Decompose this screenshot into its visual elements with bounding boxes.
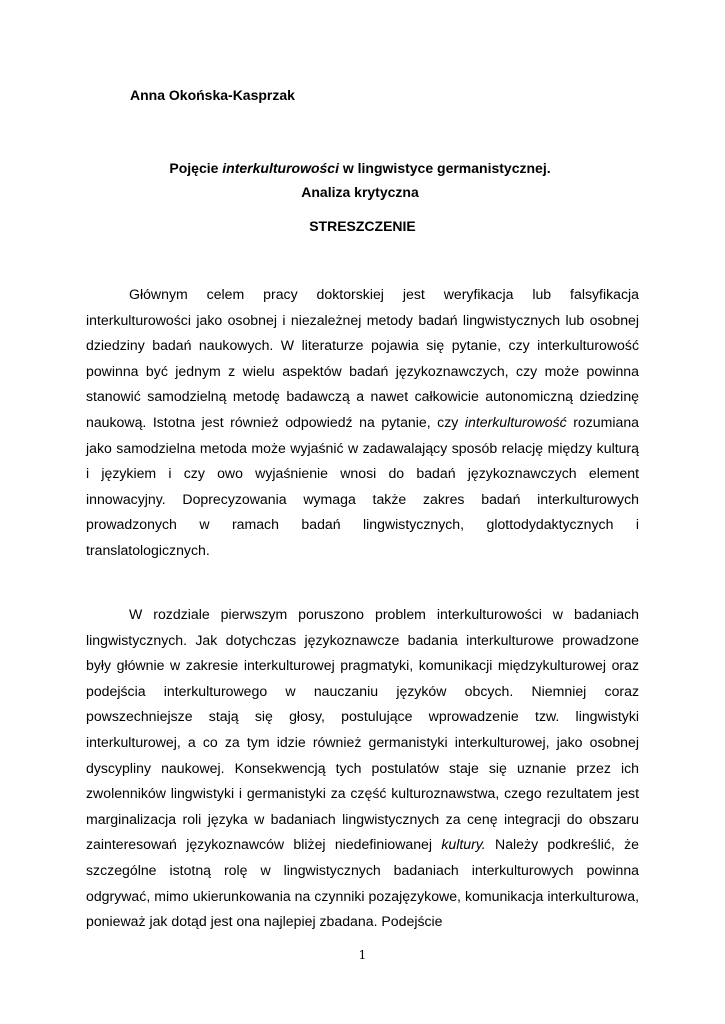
- paragraph-1-text-a: Głównym celem pracy doktorskiej jest weryfikacja lub falsyfikacja interkulturowości jako osobnej i niezależnej metody badań lingwistycznych lub osobnej dziedziny badań naukowych. W literaturze pojawia się pytanie, czy interkulturowość powinna być jednym z wielu aspektów badań językoznawczych, czy może powinna stanowić samodzielną metodę badawczą a nawet całkowicie autonomiczną dziedzinę naukową. Istotna jest również odpowiedź na pytanie, czy: [86, 286, 639, 430]
- title-part2: w lingwistyce germanistycznej. Analiza krytyczna: [301, 160, 551, 200]
- title-part1: Pojęcie: [169, 160, 223, 176]
- paragraph-2-text-b: Należy podkreślić, że szczególne istotną rolę w lingwistycznych badaniach interkulturowych powinna odgrywać, mimo ukierunkowania na czynniki pozajęzykowe, komunikacja interkulturowa, ponieważ jak dotąd jest ona najlepiej zbadana. Podejście: [86, 836, 639, 930]
- paragraph-1: [86, 282, 639, 564]
- document-title: [150, 156, 570, 204]
- author-name: Anna Okońska-Kasprzak: [130, 87, 295, 103]
- section-heading: STRESZCZENIE: [309, 218, 416, 234]
- paragraph-2-text-a: W rozdziale pierwszym poruszono problem interkulturowości w badaniach lingwistycznych. Jak dotychczas językoznawcze badania interkulturowe prowadzone były głównie w zakresie interkulturowej pragmatyki, komunikacji międzykulturowej oraz podejścia interkulturowego w nauczaniu języków obcych. Niemniej coraz powszechniejsze stają się głosy, postulujące wprowadzenie tzw. lingwistyki interkulturowej, a co za tym idzie również germanistyki interkulturowej, jako osobnej dyscypliny naukowej. Konsekwencją tych postulatów staje się uznanie przez ich zwolenników lingwistyki i germanistyki za część kulturoznawstwa, czego rezultatem jest marginalizacja roli języka w badaniach lingwistycznych za cenę integracji do obszaru zainteresowań językoznawców bliżej niedefiniowanej: [86, 606, 639, 853]
- title-italic: interkulturowości: [222, 160, 339, 176]
- paragraph-2-italic: kultury.: [441, 836, 486, 853]
- paragraph-1-italic: interkulturowość: [464, 413, 567, 430]
- paragraph-2: [86, 602, 639, 935]
- paragraph-1-text-b: rozumiana jako samodzielna metoda może wyjaśnić w zadawalający sposób relację między kulturą i językiem i czy owo wyjaśnienie wnosi do badań językoznawczych element innowacyjny. Doprecyzowania wymaga także zakres badań interkulturowych prowadzonych w ramach badań lingwistycznych, glottodydaktycznych i translatologicznych.: [86, 413, 640, 558]
- page-number: 1: [358, 948, 367, 962]
